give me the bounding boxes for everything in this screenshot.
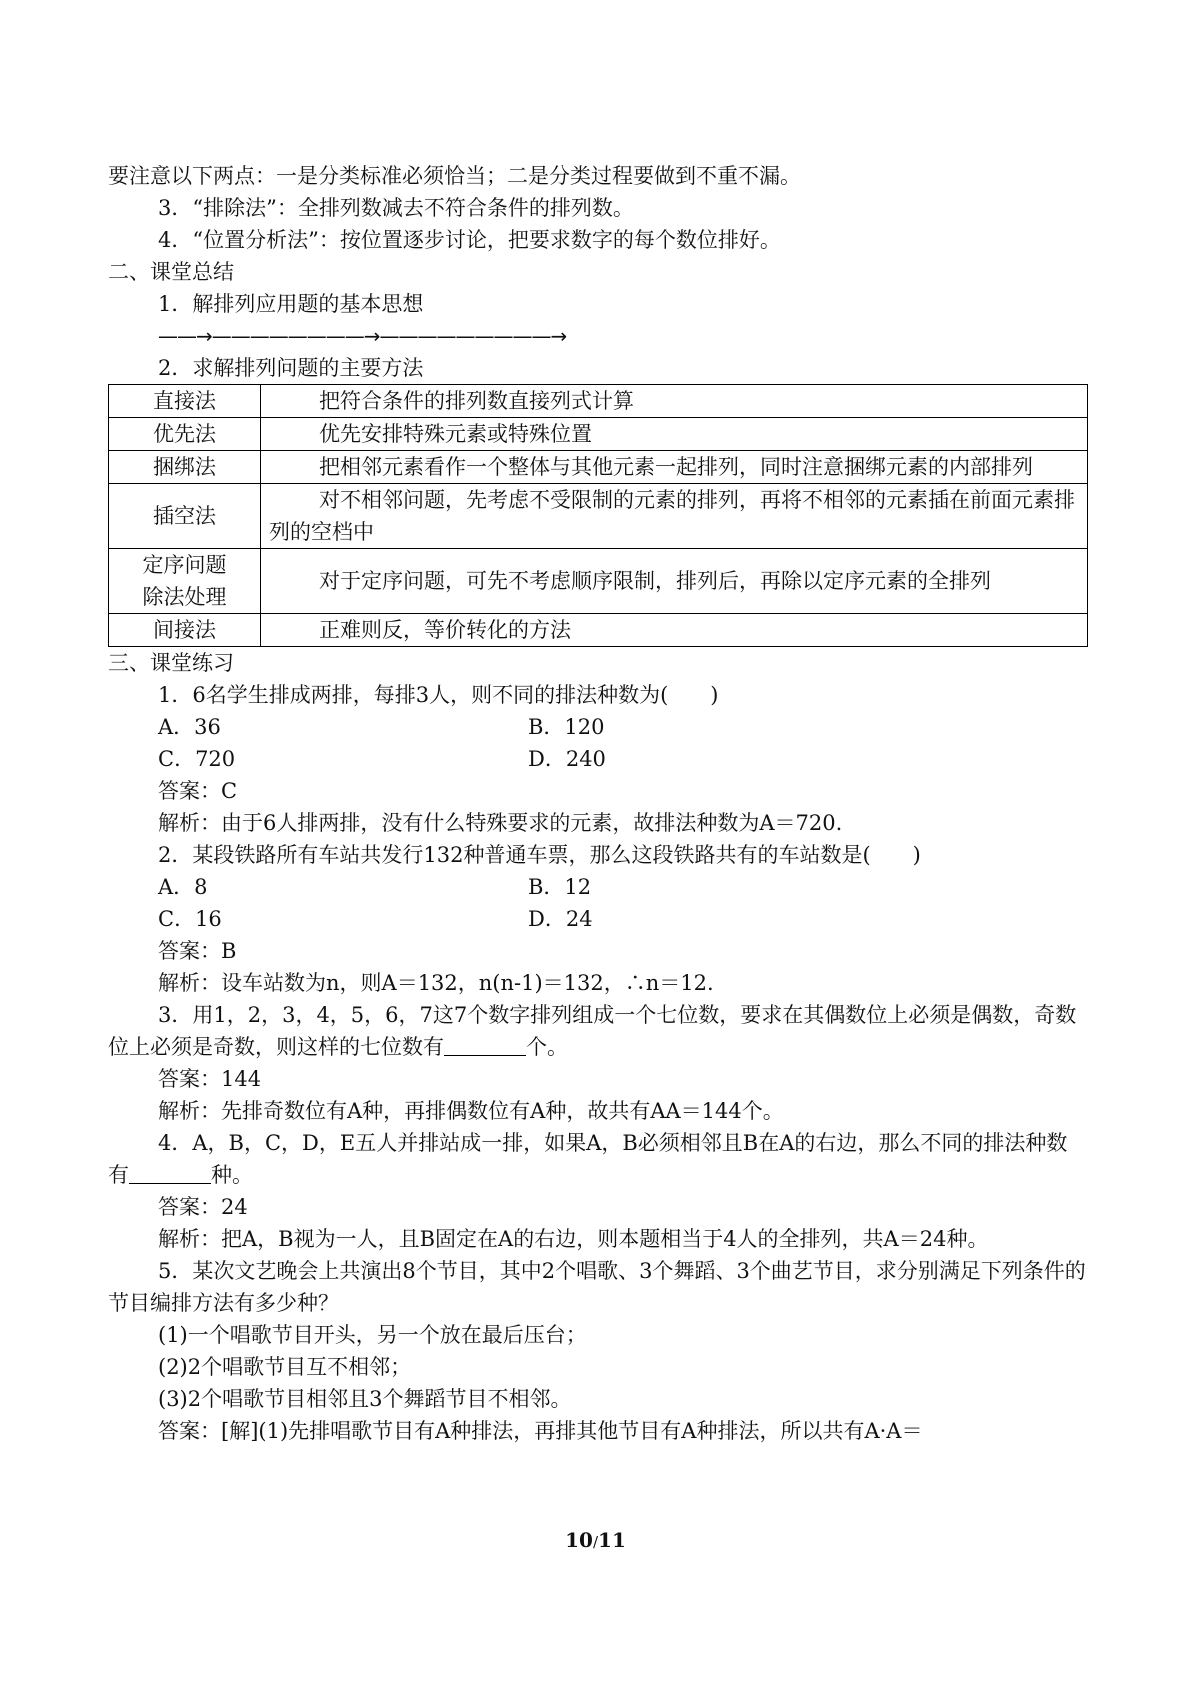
answer: 答案：144 [158, 1067, 262, 1091]
options-row [108, 903, 1088, 935]
sub-question: (2)2个唱歌节目互不相邻； [158, 1355, 412, 1379]
answer-blank [129, 1161, 211, 1184]
table-row [109, 451, 1088, 484]
method-name: 捆绑法 [109, 451, 261, 484]
table-row [109, 484, 1088, 549]
method-desc: 把符合条件的排列数直接列式计算 [261, 385, 1088, 418]
sub-question: (1)一个唱歌节目开头，另一个放在最后压台； [158, 1323, 587, 1347]
question-stem [108, 1127, 1088, 1191]
question-stem: 2．某段铁路所有车站共发行132种普通车票，那么这段铁路共有的车站数是( ) [158, 843, 921, 867]
question-text: 3．用1，2，3，4，5，6，7这7个数字排列组成一个七位数，要求在其偶数位上必须是偶数，奇数位上必须是奇数，则这样的七位数有 [108, 1003, 1077, 1059]
page-separator: / [592, 1533, 599, 1551]
method-desc: 把相邻元素看作一个整体与其他元素一起排列，同时注意捆绑元素的内部排列 [261, 451, 1088, 484]
question-stem [108, 999, 1088, 1063]
option: B．120 [528, 715, 605, 739]
answer: 答案：[解](1)先排唱歌节目有A种排法，再排其他节目有A种排法，所以共有A·A＝ [158, 1419, 923, 1443]
question-text: 个。 [526, 1035, 568, 1059]
question-text: 种。 [211, 1163, 253, 1187]
table-row [109, 614, 1088, 647]
option: A．8 [158, 875, 208, 899]
analysis: 解析：由于6人排两排，没有什么特殊要求的元素，故排法种数为A＝720. [158, 811, 843, 835]
method-desc: 正难则反，等价转化的方法 [261, 614, 1088, 647]
section-title: 二、课堂总结 [108, 260, 234, 284]
options-row [108, 871, 1088, 903]
section-title: 三、课堂练习 [108, 651, 234, 675]
option: A．36 [158, 715, 221, 739]
summary-arrows: ——→————————→—————————→ [158, 324, 567, 348]
page-number [0, 1528, 1191, 1552]
option: C．16 [158, 907, 222, 931]
sub-question: (3)2个唱歌节目相邻且3个舞蹈节目不相邻。 [158, 1387, 572, 1411]
analysis: 解析：设车站数为n，则A＝132，n(n-1)＝132，∴n＝12. [158, 971, 714, 995]
methods-table [108, 384, 1088, 647]
option: B．12 [528, 875, 592, 899]
method-name: 直接法 [109, 385, 261, 418]
summary-item: 2．求解排列问题的主要方法 [158, 356, 424, 380]
text-line: 要注意以下两点：一是分类标准必须恰当；二是分类过程要做到不重不漏。 [108, 164, 801, 188]
table-row [109, 549, 1088, 614]
analysis: 解析：把A，B视为一人，且B固定在A的右边，则本题相当于4人的全排列，共A＝24种。 [158, 1227, 989, 1251]
answer: 答案：24 [158, 1195, 248, 1219]
question-stem: 5．某次文艺晚会上共演出8个节目，其中2个唱歌、3个舞蹈、3个曲艺节目，求分别满足下列条件的节目编排方法有多少种？ [108, 1259, 1086, 1315]
method-name: 间接法 [109, 614, 261, 647]
options-row [108, 711, 1088, 743]
question-text: 4．A，B，C，D，E五人并排站成一排，如果A，B必须相邻且B在A的右边，那么不同的排法种数有 [108, 1131, 1068, 1187]
method-name: 优先法 [109, 418, 261, 451]
document-page [108, 160, 1088, 1447]
table-row [109, 418, 1088, 451]
answer: 答案：B [158, 939, 237, 963]
option: D．240 [528, 747, 606, 771]
text-line: 4．“位置分析法”：按位置逐步讨论，把要求数字的每个数位排好。 [158, 228, 781, 252]
method-name: 定序问题 除法处理 [109, 549, 261, 614]
text-line: 3．“排除法”：全排列数减去不符合条件的排列数。 [158, 196, 634, 220]
page-total: 11 [598, 1528, 626, 1552]
method-desc: 对于定序问题，可先不考虑顺序限制，排列后，再除以定序元素的全排列 [261, 549, 1088, 614]
method-desc: 优先安排特殊元素或特殊位置 [261, 418, 1088, 451]
summary-item: 1．解排列应用题的基本思想 [158, 292, 424, 316]
table-row [109, 385, 1088, 418]
answer: 答案：C [158, 779, 238, 803]
method-name: 插空法 [109, 484, 261, 549]
option: C．720 [158, 747, 236, 771]
page-current: 10 [565, 1528, 593, 1552]
question-stem: 1．6名学生排成两排，每排3人，则不同的排法种数为( ) [158, 683, 719, 707]
option: D．24 [528, 907, 593, 931]
options-row [108, 743, 1088, 775]
answer-blank [444, 1033, 526, 1056]
analysis: 解析：先排奇数位有A种，再排偶数位有A种，故共有AA＝144个。 [158, 1099, 784, 1123]
method-desc: 对不相邻问题，先考虑不受限制的元素的排列，再将不相邻的元素插在前面元素排列的空档中 [261, 484, 1088, 549]
